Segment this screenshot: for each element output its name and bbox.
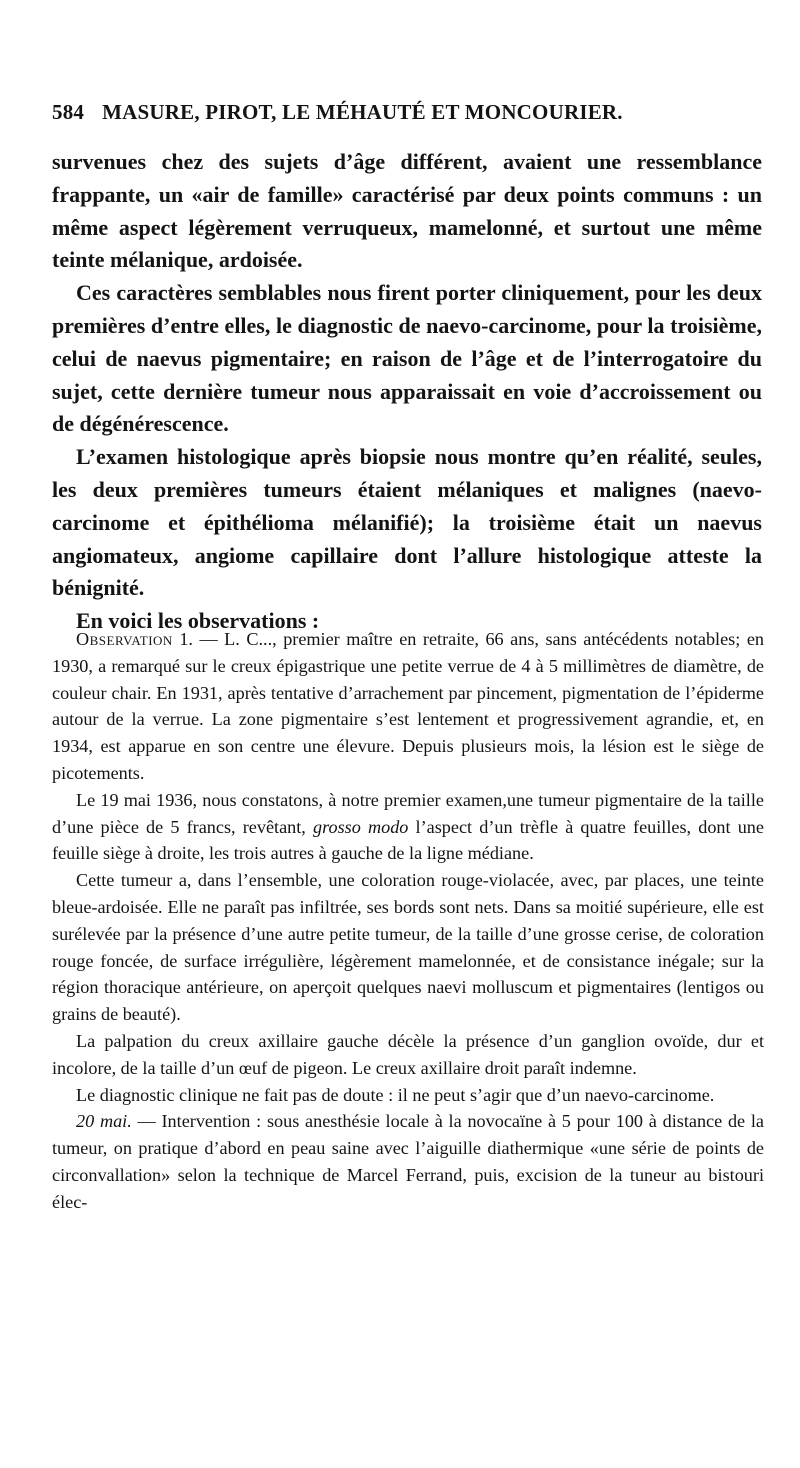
paragraph: En voici les observations :	[76, 608, 320, 634]
observation-paragraph	[52, 1108, 764, 1215]
running-header	[52, 100, 762, 125]
paragraph: Ces caractères semblables nous firent porter cliniquement, pour les deux premières d’entre elles, le diagnostic de naevo-carcinome, pour la troisième, celui de naevus pigmentaire; en raison de l’âge et de l’interrogatoire du sujet, cette dernière tumeur nous apparaissait en voie d’accroissement ou de dégénérescence.	[52, 280, 762, 437]
observation-section	[52, 626, 764, 1216]
observation-text: — Intervention : sous anesthésie locale à la novocaïne à 5 pour 100 à distance de la tumeur, on pratique d’abord en peau saine avec l’aiguille diathermique «une série de points de circonvallation» selon la technique de Marcel Ferrand, puis, excision de la tuneur au bistouri élec-	[52, 1111, 764, 1212]
observation-number: 1. —	[179, 629, 218, 649]
observation-paragraph: Le diagnostic clinique ne fait pas de doute : il ne peut s’agir que d’un naevo-carcinome.	[76, 1084, 715, 1105]
paragraph: L’examen histologique après biopsie nous montre qu’en réalité, seules, les deux premières tumeurs étaient mélaniques et malignes (naevo-carcinome et épithélioma mélanifié); la troisième était un naevus angiomateux, angiome capillaire dont l’allure histologique atteste la bénignité.	[52, 444, 762, 601]
page-number: 584	[52, 100, 85, 124]
observation-label: Observation	[76, 629, 173, 649]
observation-paragraph: Cette tumeur a, dans l’ensemble, une coloration rouge-violacée, avec, par places, une teinte bleue-ardoisée. Elle ne paraît pas infiltrée, ses bords sont nets. Dans sa moitié supérieure, elle est surélevée par la présence d’une autre petite tumeur, de la taille d’une grosse cerise, de coloration rouge foncée, de surface irrégulière, légèrement mamelonnée, et de consistance inégale; sur la région thoracique antérieure, on aperçoit quelques naevi molluscum et pigmentaires (lentigos ou grains de beauté).	[52, 870, 764, 1025]
paragraph: survenues chez des sujets d’âge différent, avaient une ressemblance frappante, un «air de famille» caractérisé par deux points communs : un même aspect légèrement verruqueux, mamelonné, et surtout une même teinte mélanique, ardoisée.	[52, 149, 762, 273]
observation-text: l’aspect d’un trèfle à quatre feuilles, dont une feuille siège à droite, les trois autres à gauche de la ligne médiane.	[52, 816, 764, 864]
observation-paragraph	[52, 626, 764, 787]
date-label: 20 mai.	[76, 1111, 132, 1132]
observation-paragraph	[52, 787, 764, 867]
italic-phrase: grosso modo	[312, 816, 409, 837]
observation-text: L. C..., premier maître en retraite, 66 ans, sans antécédents notables; en 1930, a remarqué sur le creux épigastrique une petite verrue de 4 à 5 millimètres de diamètre, de couleur chair. En 1931, après tentative d’arrachement par pincement, pigmentation de l’épiderme autour de la verrue. La zone pigmentaire s’est lentement et progressivement agrandie, et, en 1934, est apparue en son centre une élevure. Depuis plusieurs mois, la lésion est le siège de picotements.	[52, 629, 764, 783]
main-text	[52, 146, 762, 638]
running-title: MASURE, PIROT, LE MÉHAUTÉ ET MONCOURIER.	[102, 100, 623, 124]
observation-paragraph: La palpation du creux axillaire gauche décèle la présence d’un ganglion ovoïde, dur et incolore, de la taille d’un œuf de pigeon. Le creux axillaire droit paraît indemne.	[52, 1030, 764, 1078]
observation-text: Le 19 mai 1936, nous constatons, à notre premier examen,une tumeur pigmentaire de la taille d’une pièce de 5 francs, revêtant,	[52, 789, 764, 837]
